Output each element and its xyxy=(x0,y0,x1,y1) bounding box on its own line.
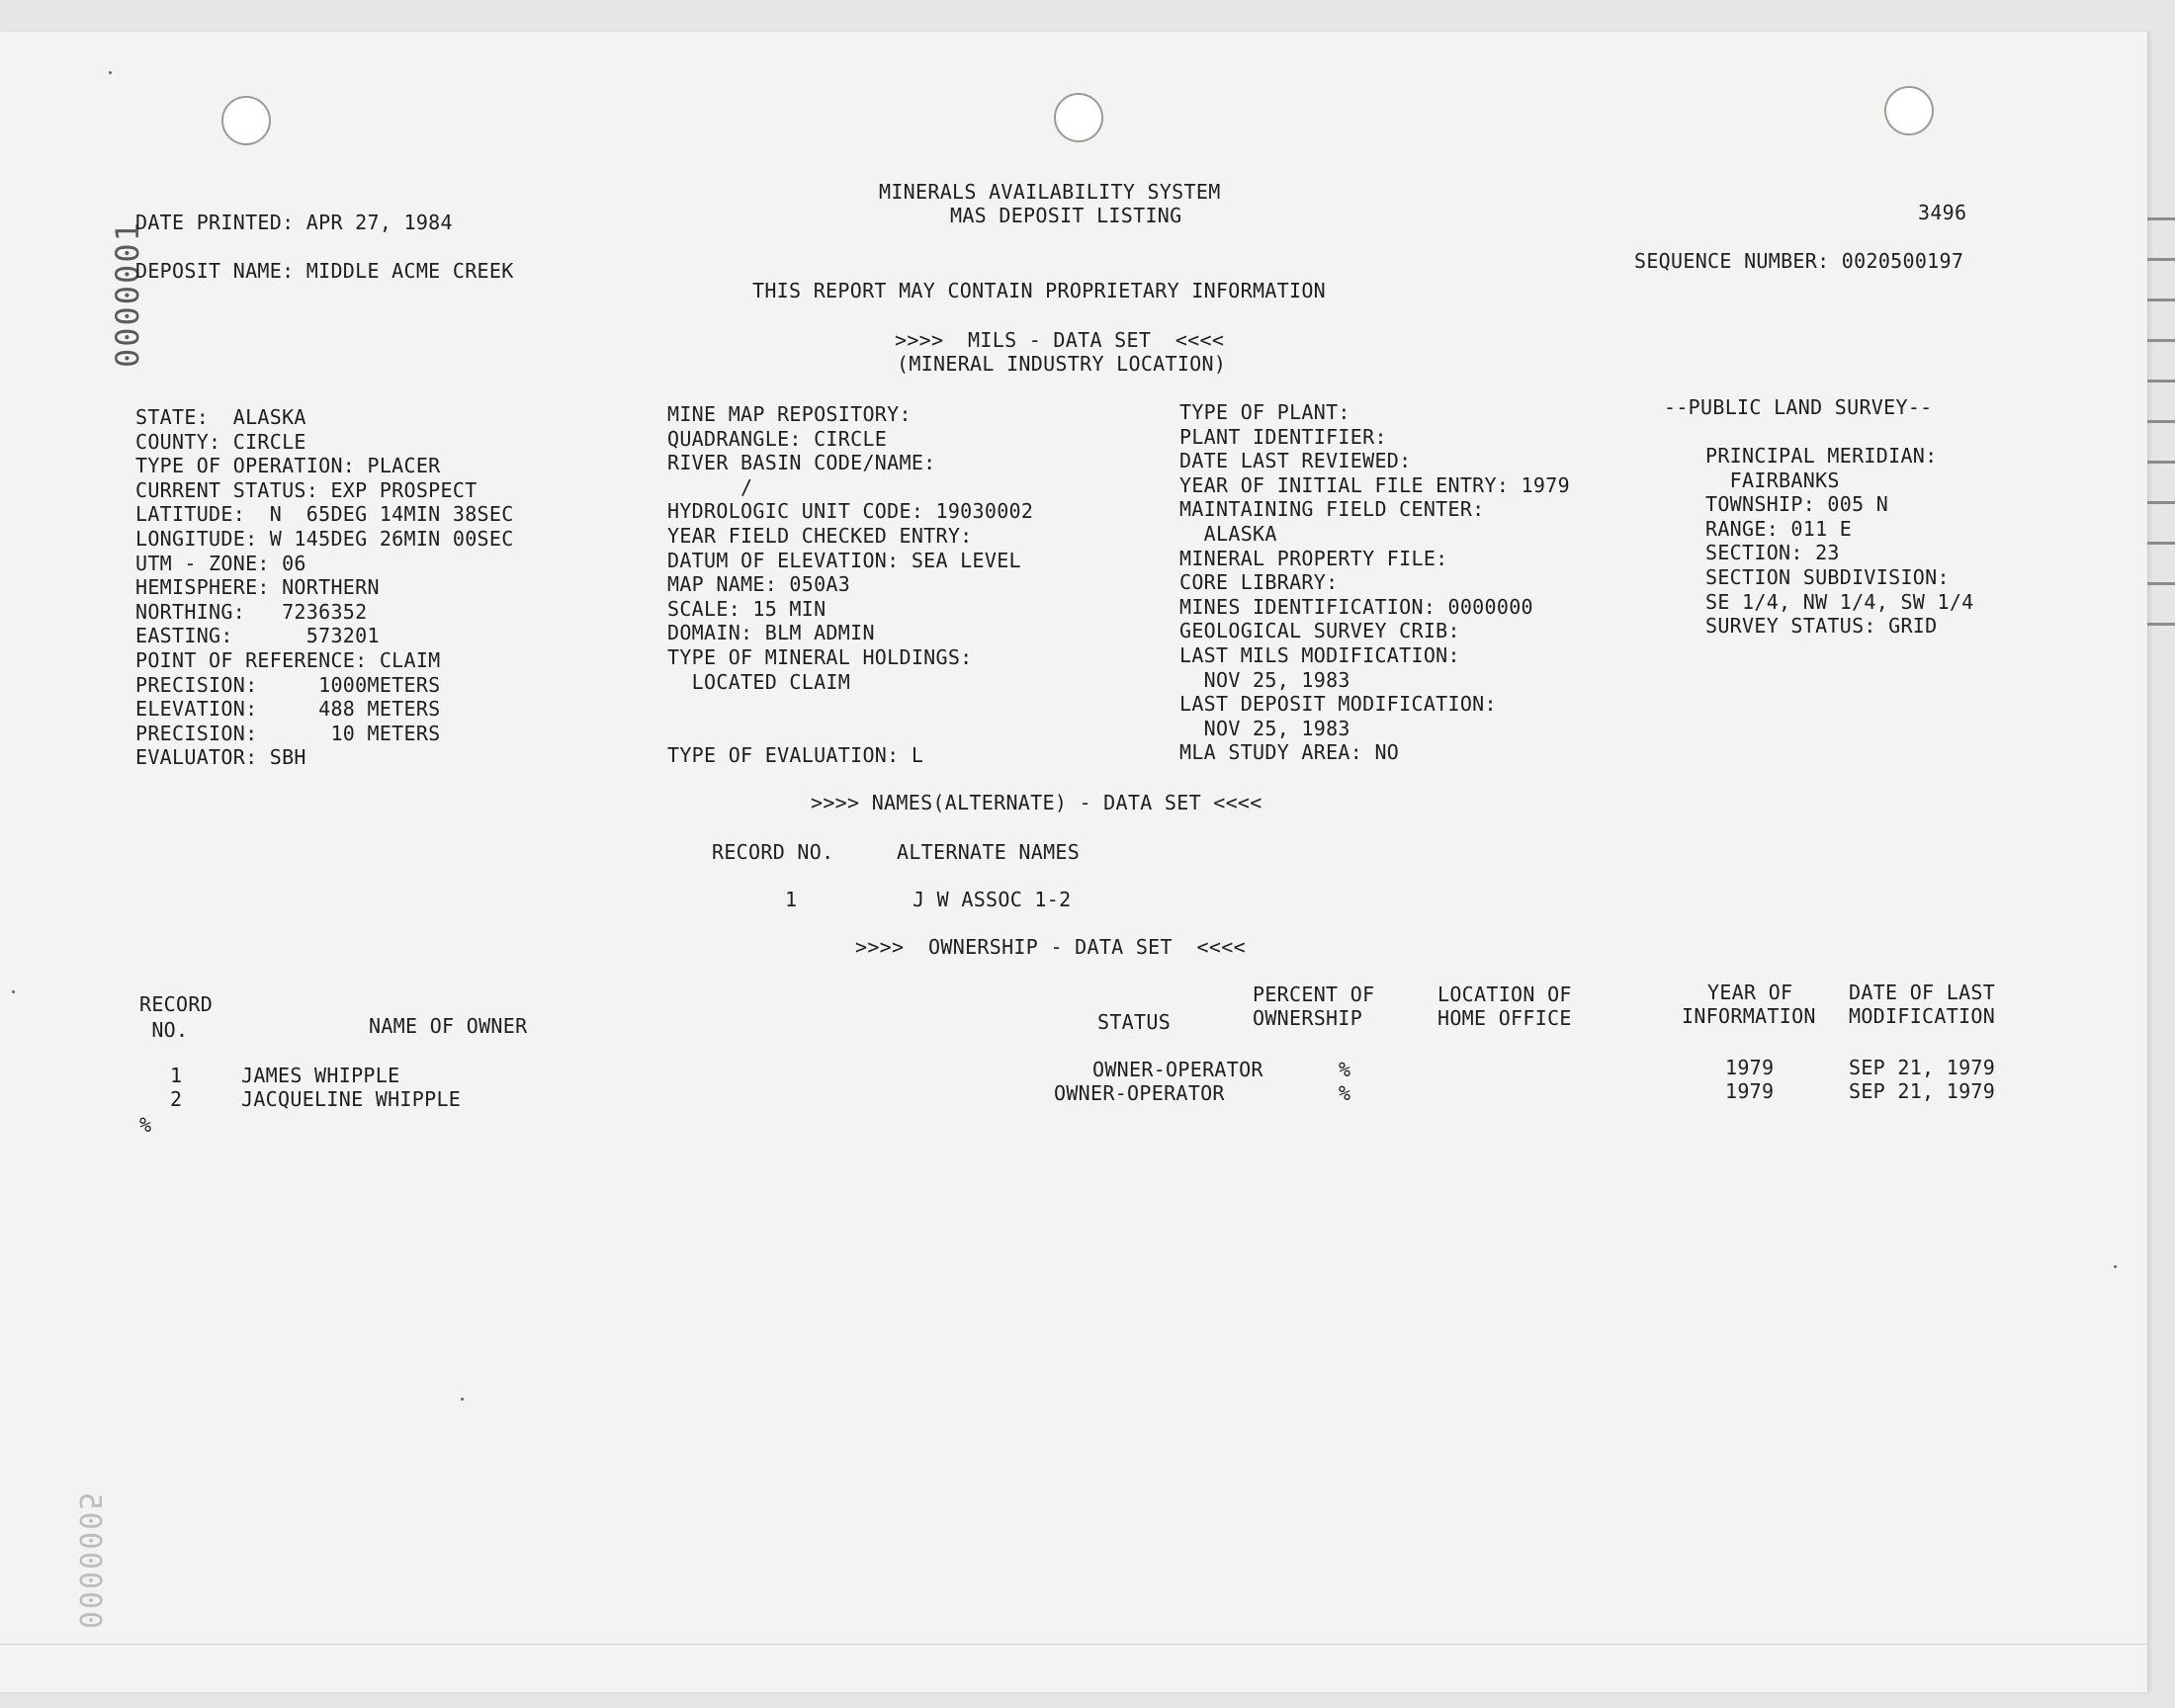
owner-name: JAMES WHIPPLE xyxy=(241,1064,400,1087)
owner-col-percent: PERCENT OF xyxy=(1253,982,1375,1006)
field-line: CORE LIBRARY: xyxy=(1179,570,1339,595)
owner-col-record: RECORD xyxy=(139,992,214,1016)
owner-col-year: YEAR OF xyxy=(1707,981,1793,1004)
names-col-record: RECORD NO. xyxy=(712,840,834,864)
binder-hole-center xyxy=(1054,93,1103,142)
margin-code-bottom: 0000005 xyxy=(72,1490,107,1629)
field-line: LOCATED CLAIM xyxy=(667,669,851,694)
field-line: DOMAIN: BLM ADMIN xyxy=(667,621,875,645)
field-line: QUADRANGLE: CIRCLE xyxy=(667,426,888,451)
owner-year: 1979 xyxy=(1725,1079,1775,1103)
field-line: TYPE OF PLANT: xyxy=(1179,400,1350,424)
system-title: MINERALS AVAILABILITY SYSTEM xyxy=(879,180,1221,204)
owner-record: 1 xyxy=(170,1064,183,1087)
field-line: ELEVATION: 488 METERS xyxy=(135,697,441,722)
field-line: SECTION: 23 xyxy=(1705,541,1840,565)
field-line: MINERAL PROPERTY FILE: xyxy=(1179,546,1448,570)
field-line: SECTION SUBDIVISION: xyxy=(1705,564,1950,589)
owner-col-percent-2: OWNERSHIP xyxy=(1253,1006,1363,1030)
owner-col-location-2: HOME OFFICE xyxy=(1437,1006,1572,1030)
field-line: EASTING: 573201 xyxy=(135,624,380,648)
field-line: RANGE: 011 E xyxy=(1705,516,1853,541)
field-line: RIVER BASIN CODE/NAME: xyxy=(667,451,936,475)
page-number: 3496 xyxy=(1918,201,1967,224)
owner-col-record-no: NO. xyxy=(139,1018,189,1042)
field-line: SCALE: 15 MIN xyxy=(667,596,826,621)
field-line: MAP NAME: 050A3 xyxy=(667,572,851,597)
names-heading: >>>> NAMES(ALTERNATE) - DATA SET <<<< xyxy=(811,791,1262,814)
scan-speck xyxy=(109,71,112,74)
binder-hole-left xyxy=(221,96,271,145)
ownership-footer-mark: % xyxy=(139,1113,152,1137)
owner-percent: % xyxy=(1339,1058,1351,1081)
field-line: PRINCIPAL MERIDIAN: xyxy=(1705,444,1938,468)
field-line: TYPE OF MINERAL HOLDINGS: xyxy=(667,644,973,669)
owner-col-status: STATUS xyxy=(1097,1010,1172,1034)
field-line: MINES IDENTIFICATION: 0000000 xyxy=(1179,594,1533,619)
field-line: STATE: ALASKA xyxy=(135,405,306,429)
deposit-name: DEPOSIT NAME: MIDDLE ACME CREEK xyxy=(135,259,514,283)
field-line: ALASKA xyxy=(1179,521,1277,546)
field-line: YEAR OF INITIAL FILE ENTRY: 1979 xyxy=(1179,472,1570,497)
field-line: GEOLOGICAL SURVEY CRIB: xyxy=(1179,619,1460,643)
owner-record: 2 xyxy=(170,1087,183,1111)
names-row-name: J W ASSOC 1-2 xyxy=(913,888,1072,911)
field-line: DATUM OF ELEVATION: SEA LEVEL xyxy=(667,548,1021,572)
owner-col-date: DATE OF LAST xyxy=(1849,981,1996,1004)
field-line: LATITUDE: N 65DEG 14MIN 38SEC xyxy=(135,502,514,527)
field-line: UTM - ZONE: 06 xyxy=(135,551,306,575)
field-line: HEMISPHERE: NORTHERN xyxy=(135,575,380,600)
field-line: LAST MILS MODIFICATION: xyxy=(1179,642,1460,667)
document-page xyxy=(0,32,2148,1692)
field-line: PLANT IDENTIFIER: xyxy=(1179,424,1387,449)
names-col-names: ALTERNATE NAMES xyxy=(897,840,1081,864)
mils-column-land-survey xyxy=(1705,444,1974,639)
field-line: MLA STUDY AREA: NO xyxy=(1179,740,1400,765)
field-line: PRECISION: 1000METERS xyxy=(135,672,441,697)
field-line: MAINTAINING FIELD CENTER: xyxy=(1179,497,1485,522)
owner-status: OWNER-OPERATOR xyxy=(1054,1081,1225,1105)
field-line: NOV 25, 1983 xyxy=(1179,716,1350,740)
owner-col-year-2: INFORMATION xyxy=(1682,1004,1816,1028)
field-line: SURVEY STATUS: GRID xyxy=(1705,614,1938,639)
scan-edge-marks xyxy=(2147,217,2175,692)
mils-column-location xyxy=(135,405,514,770)
type-of-evaluation: TYPE OF EVALUATION: L xyxy=(667,743,924,767)
listing-title: MAS DEPOSIT LISTING xyxy=(950,204,1182,227)
field-line: SE 1/4, NW 1/4, SW 1/4 xyxy=(1705,589,1974,614)
field-line: YEAR FIELD CHECKED ENTRY: xyxy=(667,523,973,548)
mils-subheading: (MINERAL INDUSTRY LOCATION) xyxy=(897,352,1227,376)
field-line: NORTHING: 7236352 xyxy=(135,599,368,624)
owner-date: SEP 21, 1979 xyxy=(1849,1056,1996,1079)
field-line: CURRENT STATUS: EXP PROSPECT xyxy=(135,477,478,502)
sequence-number: SEQUENCE NUMBER: 0020500197 xyxy=(1634,249,1964,273)
field-line: / xyxy=(667,474,753,499)
owner-percent: % xyxy=(1339,1081,1351,1105)
field-line: LAST DEPOSIT MODIFICATION: xyxy=(1179,692,1497,717)
ownership-heading: >>>> OWNERSHIP - DATA SET <<<< xyxy=(855,935,1246,959)
field-line: COUNTY: CIRCLE xyxy=(135,429,306,454)
owner-name: JACQUELINE WHIPPLE xyxy=(241,1087,462,1111)
field-line: MINE MAP REPOSITORY: xyxy=(667,402,912,426)
date-printed: DATE PRINTED: APR 27, 1984 xyxy=(135,211,453,234)
field-line: HYDROLOGIC UNIT CODE: 19030002 xyxy=(667,499,1034,524)
names-row-record: 1 xyxy=(785,888,798,911)
proprietary-notice: THIS REPORT MAY CONTAIN PROPRIETARY INFORMATION xyxy=(752,279,1327,302)
field-line: FAIRBANKS xyxy=(1705,468,1840,492)
scan-edge-line xyxy=(0,1644,2147,1645)
owner-year: 1979 xyxy=(1725,1056,1775,1079)
scan-speck xyxy=(461,1398,464,1401)
owner-col-location: LOCATION OF xyxy=(1437,982,1572,1006)
binder-hole-right xyxy=(1884,86,1934,135)
field-line: TOWNSHIP: 005 N xyxy=(1705,492,1889,517)
scan-speck xyxy=(12,990,15,993)
owner-status: OWNER-OPERATOR xyxy=(1092,1058,1263,1081)
owner-col-date-2: MODIFICATION xyxy=(1849,1004,1996,1028)
scan-speck xyxy=(2114,1265,2117,1268)
owner-col-name: NAME OF OWNER xyxy=(369,1014,528,1038)
field-line: DATE LAST REVIEWED: xyxy=(1179,449,1412,473)
public-land-survey-heading: --PUBLIC LAND SURVEY-- xyxy=(1664,395,1933,419)
field-line: NOV 25, 1983 xyxy=(1179,667,1350,692)
mils-column-plant xyxy=(1179,400,1570,765)
field-line: LONGITUDE: W 145DEG 26MIN 00SEC xyxy=(135,526,514,551)
field-line: POINT OF REFERENCE: CLAIM xyxy=(135,647,441,672)
field-line: TYPE OF OPERATION: PLACER xyxy=(135,454,441,478)
field-line: EVALUATOR: SBH xyxy=(135,745,306,770)
field-line: PRECISION: 10 METERS xyxy=(135,721,441,745)
margin-code-top: 0000001 xyxy=(109,220,146,368)
owner-date: SEP 21, 1979 xyxy=(1849,1079,1996,1103)
mils-column-map xyxy=(667,402,1033,694)
mils-heading: >>>> MILS - DATA SET <<<< xyxy=(895,328,1225,352)
